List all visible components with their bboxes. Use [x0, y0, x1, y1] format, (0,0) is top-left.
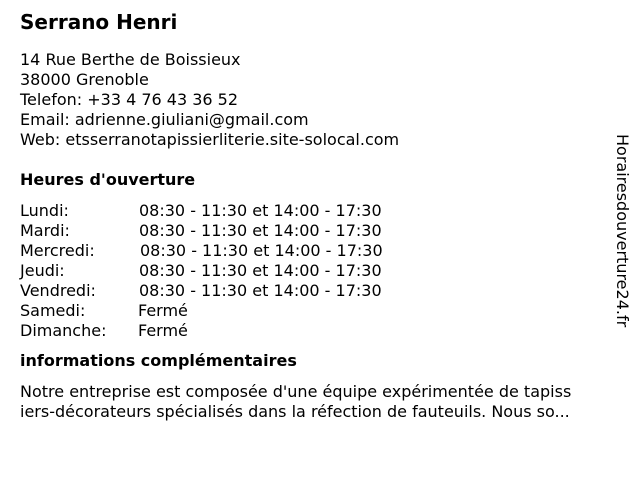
- day-label: Vendredi:: [20, 281, 96, 300]
- time-value: 08:30 - 11:30 et 14:00 - 17:30: [139, 281, 382, 300]
- hours-table: [20, 201, 620, 341]
- time-value: 08:30 - 11:30 et 14:00 - 17:30: [140, 241, 383, 260]
- time-value: Fermé: [138, 301, 188, 320]
- day-label: Lundi:: [20, 201, 69, 220]
- hours-row-monday: [20, 201, 620, 221]
- business-name: Serrano Henri: [20, 10, 178, 34]
- address-street: 14 Rue Berthe de Boissieux: [20, 50, 241, 69]
- hours-title: Heures d'ouverture: [20, 170, 196, 189]
- info-description-line-2: iers-décorateurs spécialisés dans la réfection de fauteuils. Nous so...: [20, 402, 570, 421]
- day-label: Jeudi:: [20, 261, 65, 280]
- time-value: 08:30 - 11:30 et 14:00 - 17:30: [139, 201, 382, 220]
- web-line: Web: etsserranotapissierliterie.site-solocal.com: [20, 130, 400, 149]
- time-value: Fermé: [138, 321, 188, 340]
- time-value: 08:30 - 11:30 et 14:00 - 17:30: [139, 261, 382, 280]
- site-watermark: Horairesdouverture24.fr: [613, 134, 632, 328]
- time-value: 08:30 - 11:30 et 14:00 - 17:30: [139, 221, 382, 240]
- hours-row-thursday: [20, 261, 620, 281]
- hours-row-sunday: [20, 321, 620, 341]
- hours-row-friday: [20, 281, 620, 301]
- day-label: Samedi:: [20, 301, 86, 320]
- phone-line: Telefon: +33 4 76 43 36 52: [20, 90, 239, 109]
- email-line: Email: adrienne.giuliani@gmail.com: [20, 110, 309, 129]
- hours-row-tuesday: [20, 221, 620, 241]
- address-city: 38000 Grenoble: [20, 70, 149, 89]
- business-card: [20, 8, 620, 422]
- day-label: Mercredi:: [20, 241, 95, 260]
- day-label: Dimanche:: [20, 321, 107, 340]
- info-description-line-1: Notre entreprise est composée d'une équipe expérimentée de tapiss: [20, 382, 572, 401]
- day-label: Mardi:: [20, 221, 70, 240]
- hours-row-saturday: [20, 301, 620, 321]
- hours-row-wednesday: [20, 241, 620, 261]
- info-title: informations complémentaires: [20, 351, 297, 370]
- info-description: [20, 382, 620, 422]
